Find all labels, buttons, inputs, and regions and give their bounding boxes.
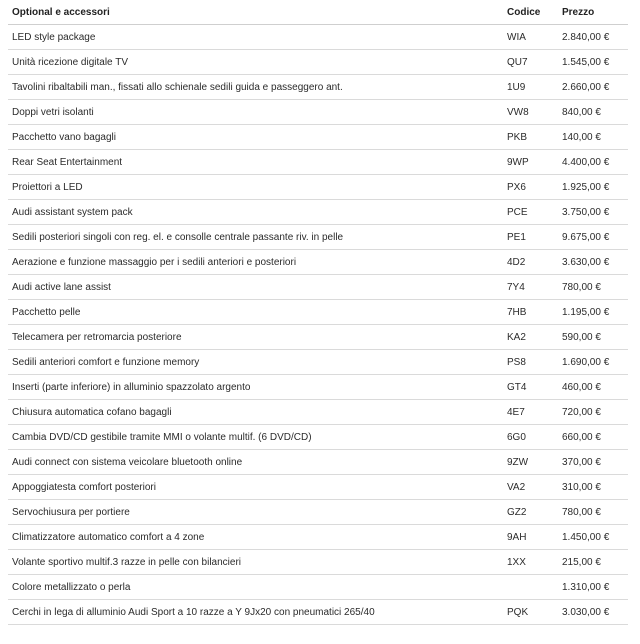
option-price: 140,00 € (558, 125, 628, 150)
option-code: GZ2 (503, 500, 558, 525)
option-name: Doppi vetri isolanti (8, 100, 503, 125)
option-price: 720,00 € (558, 400, 628, 425)
option-name: Sedili anteriori comfort e funzione memory (8, 350, 503, 375)
option-price: 3.750,00 € (558, 200, 628, 225)
option-price: 1.545,00 € (558, 50, 628, 75)
option-code: PX6 (503, 175, 558, 200)
option-code: 1XX (503, 550, 558, 575)
table-row (8, 350, 628, 375)
option-price: 2.660,00 € (558, 75, 628, 100)
option-name: Pacchetto vano bagagli (8, 125, 503, 150)
option-code: 4D2 (503, 250, 558, 275)
option-name: Cerchi in lega di alluminio Audi Sport a 10 razze a Y 9Jx20 con pneumatici 265/40 (8, 600, 503, 625)
option-code: QU7 (503, 50, 558, 75)
option-price: 1.925,00 € (558, 175, 628, 200)
table-row (8, 275, 628, 300)
option-price: 9.675,00 € (558, 225, 628, 250)
option-code: KA2 (503, 325, 558, 350)
option-code: VA2 (503, 475, 558, 500)
table-row (8, 250, 628, 275)
option-name: Telecamera per retromarcia posteriore (8, 325, 503, 350)
option-price: 660,00 € (558, 425, 628, 450)
table-body (8, 25, 628, 625)
table-row (8, 100, 628, 125)
option-code: 7HB (503, 300, 558, 325)
table-header-row (8, 0, 628, 25)
table-row (8, 500, 628, 525)
option-name: Tavolini ribaltabili man., fissati allo schienale sedili guida e passeggero ant. (8, 75, 503, 100)
table-row (8, 200, 628, 225)
option-price: 2.840,00 € (558, 25, 628, 50)
option-price: 370,00 € (558, 450, 628, 475)
table-row (8, 375, 628, 400)
option-code: PKB (503, 125, 558, 150)
table-row (8, 50, 628, 75)
option-price: 780,00 € (558, 500, 628, 525)
option-name: Unità ricezione digitale TV (8, 50, 503, 75)
option-code: VW8 (503, 100, 558, 125)
table-row (8, 475, 628, 500)
option-code: 9WP (503, 150, 558, 175)
table-row (8, 150, 628, 175)
option-name: Volante sportivo multif.3 razze in pelle con bilancieri (8, 550, 503, 575)
option-name: Servochiusura per portiere (8, 500, 503, 525)
table-row (8, 225, 628, 250)
table-row (8, 325, 628, 350)
option-code: PCE (503, 200, 558, 225)
option-price: 310,00 € (558, 475, 628, 500)
option-name: Cambia DVD/CD gestibile tramite MMI o volante multif. (6 DVD/CD) (8, 425, 503, 450)
option-price: 1.450,00 € (558, 525, 628, 550)
option-code: PS8 (503, 350, 558, 375)
option-name: Audi active lane assist (8, 275, 503, 300)
header-price: Prezzo (562, 6, 595, 18)
header-code: Codice (507, 6, 541, 18)
table-row (8, 125, 628, 150)
option-name: Rear Seat Entertainment (8, 150, 503, 175)
option-name: Colore metallizzato o perla (8, 575, 503, 600)
option-code: PE1 (503, 225, 558, 250)
option-name: Inserti (parte inferiore) in alluminio spazzolato argento (8, 375, 503, 400)
option-price: 1.690,00 € (558, 350, 628, 375)
table-row (8, 75, 628, 100)
option-price: 460,00 € (558, 375, 628, 400)
option-price: 840,00 € (558, 100, 628, 125)
option-name: Proiettori a LED (8, 175, 503, 200)
option-code: 7Y4 (503, 275, 558, 300)
option-code: 4E7 (503, 400, 558, 425)
option-code: 9ZW (503, 450, 558, 475)
option-name: LED style package (8, 25, 503, 50)
option-price: 215,00 € (558, 550, 628, 575)
option-code: PQK (503, 600, 558, 625)
table-row (8, 300, 628, 325)
header-name: Optional e accessori (12, 6, 110, 18)
table-row (8, 575, 628, 600)
option-code: 1U9 (503, 75, 558, 100)
option-name: Audi assistant system pack (8, 200, 503, 225)
option-code: 6G0 (503, 425, 558, 450)
table-row (8, 450, 628, 475)
option-price: 4.400,00 € (558, 150, 628, 175)
table-row (8, 400, 628, 425)
option-name: Appoggiatesta comfort posteriori (8, 475, 503, 500)
options-table (8, 0, 628, 625)
table-row (8, 550, 628, 575)
option-code: GT4 (503, 375, 558, 400)
option-price: 780,00 € (558, 275, 628, 300)
option-price: 3.030,00 € (558, 600, 628, 625)
option-price: 1.195,00 € (558, 300, 628, 325)
option-price: 590,00 € (558, 325, 628, 350)
option-price: 3.630,00 € (558, 250, 628, 275)
table-row (8, 25, 628, 50)
option-code: 9AH (503, 525, 558, 550)
option-name: Pacchetto pelle (8, 300, 503, 325)
option-name: Sedili posteriori singoli con reg. el. e consolle centrale passante riv. in pelle (8, 225, 503, 250)
option-code: WIA (503, 25, 558, 50)
option-name: Audi connect con sistema veicolare bluetooth online (8, 450, 503, 475)
table-row (8, 600, 628, 625)
option-code (503, 575, 558, 600)
table-row (8, 525, 628, 550)
option-name: Chiusura automatica cofano bagagli (8, 400, 503, 425)
table-row (8, 175, 628, 200)
option-price: 1.310,00 € (558, 575, 628, 600)
option-name: Aerazione e funzione massaggio per i sedili anteriori e posteriori (8, 250, 503, 275)
table-row (8, 425, 628, 450)
option-name: Climatizzatore automatico comfort a 4 zone (8, 525, 503, 550)
